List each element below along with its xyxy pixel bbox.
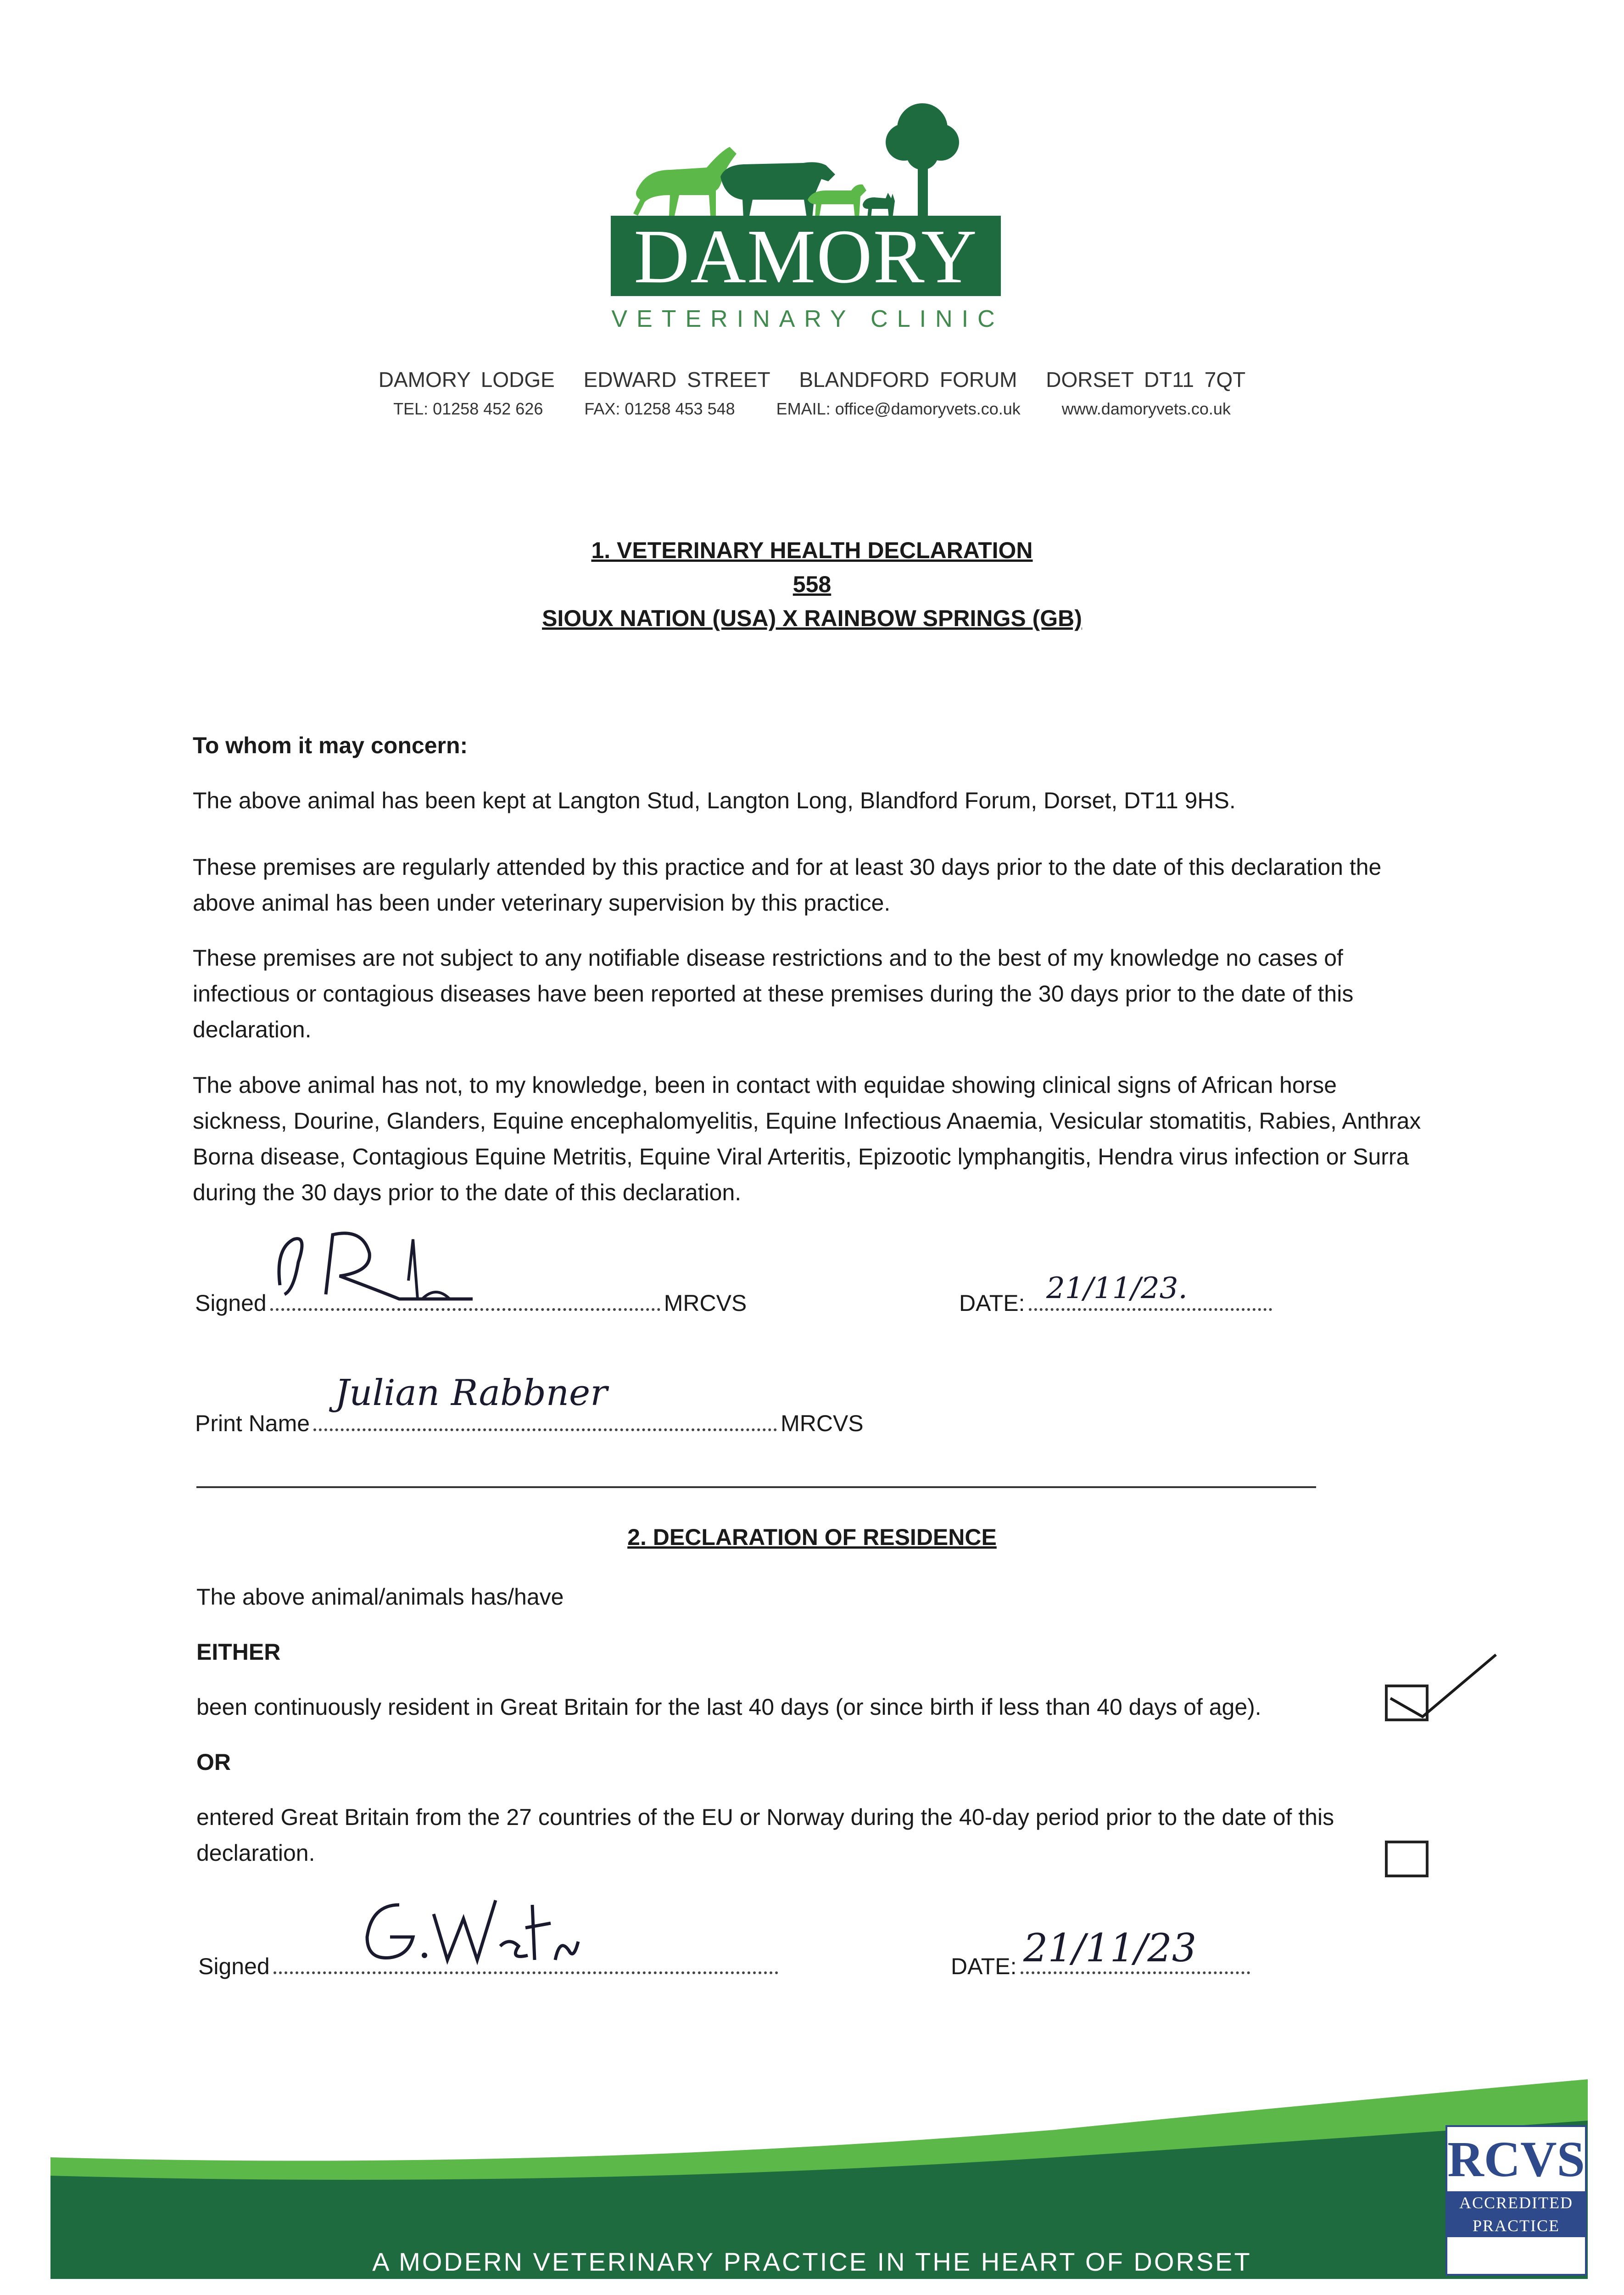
option-resident-text: been continuously resident in Great Britain for the last 40 days (or since birth if less than 40 days of age). bbox=[196, 1694, 1261, 1720]
address-street: EDWARD STREET bbox=[583, 368, 770, 392]
footer-tagline: A MODERN VETERINARY PRACTICE IN THE HEART OF DORSET bbox=[372, 2247, 1252, 2276]
rcvs-badge bbox=[1445, 2125, 1587, 2276]
mrcvs-label: MRCVS bbox=[664, 1290, 747, 1316]
option-entered-checkbox[interactable] bbox=[1385, 1841, 1429, 1877]
website: www.damoryvets.co.uk bbox=[1061, 399, 1231, 418]
rcvs-line1: ACCREDITED bbox=[1447, 2191, 1585, 2214]
signed-label-2: Signed bbox=[198, 1954, 270, 1979]
address-line bbox=[0, 367, 1624, 392]
horse-icon bbox=[633, 147, 737, 216]
print-name-value: Julian Rabbner bbox=[335, 1372, 608, 1414]
residence-signature bbox=[358, 1886, 615, 1978]
rcvs-line2: PRACTICE bbox=[1447, 2214, 1585, 2237]
print-mrcvs-label: MRCVS bbox=[781, 1411, 864, 1436]
address-lodge: DAMORY LODGE bbox=[378, 368, 555, 392]
fax: FAX: 01258 453 548 bbox=[584, 399, 735, 418]
address-town: BLANDFORD FORUM bbox=[799, 368, 1017, 392]
paragraph-premises: The above animal has been kept at Langton Stud, Langton Long, Blandford Forum, Dorset, DT11 9HS. bbox=[193, 788, 1236, 813]
either-label: EITHER bbox=[196, 1639, 281, 1665]
vet-signature bbox=[271, 1221, 482, 1313]
address-county: DORSET DT11 7QT bbox=[1046, 368, 1246, 392]
email: EMAIL: office@damoryvets.co.uk bbox=[776, 399, 1021, 418]
residence-title: 2. DECLARATION OF RESIDENCE bbox=[627, 1524, 997, 1550]
telephone: TEL: 01258 452 626 bbox=[393, 399, 543, 418]
horse-name: SIOUX NATION (USA) X RAINBOW SPRINGS (GB) bbox=[542, 605, 1082, 631]
paragraph-diseases: The above animal has not, to my knowledge, been in contact with equidae showing clinical signs of African horse sickness, Dourine, Glanders, Equine encephalomyelitis, Equine Infectious Anaemia, Vesicular stomatitis, Rabies, Anthrax Borna disease, Contagious Equine Metritis, Equine Viral Arteritis, Epizootic lymphangitis, Hendra virus infection or Surra during the 30 days prior to the date of this declaration. bbox=[193, 1072, 1421, 1205]
declaration-title: 1. VETERINARY HEALTH DECLARATION bbox=[591, 537, 1033, 563]
check-mark-icon bbox=[1386, 1648, 1501, 1730]
date-label-2: DATE: bbox=[951, 1954, 1017, 1979]
rcvs-title: RCVS bbox=[1447, 2131, 1585, 2187]
paragraph-supervision: These premises are regularly attended by this practice and for at least 30 days prior to the date of this declaration the above animal has been under veterinary supervision by this practice. bbox=[193, 854, 1382, 916]
vet-date-value: 21/11/23. bbox=[1046, 1271, 1188, 1305]
tree-icon bbox=[886, 103, 959, 220]
brand-name: DAMORY bbox=[611, 216, 1001, 296]
salutation: To whom it may concern: bbox=[193, 733, 468, 758]
print-name-label: Print Name bbox=[195, 1411, 310, 1436]
date-label: DATE: bbox=[959, 1290, 1025, 1316]
contact-line bbox=[0, 399, 1624, 419]
declaration-number: 558 bbox=[792, 571, 832, 597]
section-divider bbox=[196, 1486, 1316, 1488]
residence-date-value: 21/11/23 bbox=[1023, 1926, 1197, 1970]
print-name-row bbox=[195, 1410, 864, 1437]
residence-intro: The above animal/animals has/have bbox=[196, 1584, 564, 1610]
paragraph-restrictions: These premises are not subject to any notifiable disease restrictions and to the best of my knowledge no cases of infectious or contagious diseases have been reported at these premises during the 30 days prior to the date of this declaration. bbox=[193, 945, 1354, 1042]
signed-label: Signed bbox=[195, 1290, 267, 1316]
brand-subtitle: VETERINARY CLINIC bbox=[611, 306, 1004, 332]
or-label: OR bbox=[196, 1749, 231, 1775]
option-entered-text: entered Great Britain from the 27 countries of the EU or Norway during the 40-day period prior to the date of this declaration. bbox=[196, 1804, 1334, 1866]
